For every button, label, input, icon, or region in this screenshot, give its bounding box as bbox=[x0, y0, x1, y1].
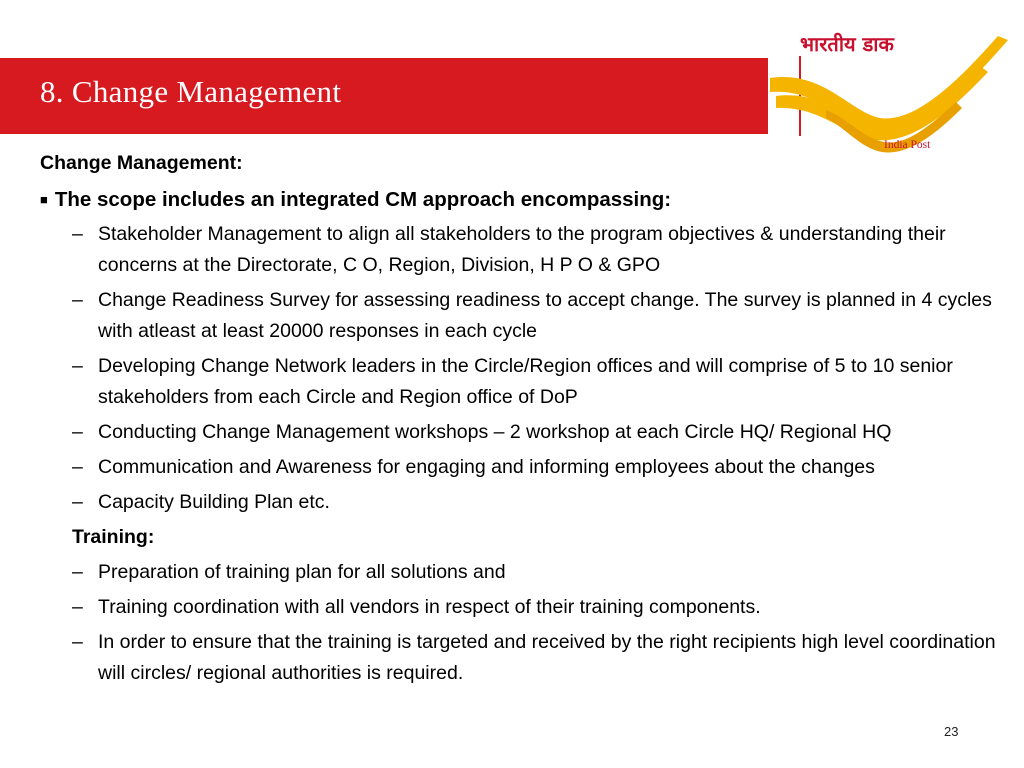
list-item-text: In order to ensure that the training is targeted and received by the right recipients high level coordination will circles/ regional authorities is required. bbox=[98, 631, 996, 684]
scope-bullet bbox=[40, 184, 1015, 215]
dash-bullet-icon: – bbox=[72, 561, 83, 583]
section-heading: Change Management: bbox=[40, 152, 243, 174]
list-item-text: Stakeholder Management to align all stakeholders to the program objectives & understanding their concerns at the Directorate, C O, Region, Division, H P O & GPO bbox=[98, 223, 946, 276]
india-post-logo-icon bbox=[768, 0, 1024, 160]
dash-bullet-icon: – bbox=[72, 223, 83, 245]
training-list bbox=[40, 557, 1015, 689]
scope-bullet-text: The scope includes an integrated CM approach encompassing: bbox=[54, 188, 672, 211]
list-item-text: Training coordination with all vendors in respect of their training components. bbox=[98, 596, 761, 618]
list-item-text: Preparation of training plan for all solutions and bbox=[98, 561, 506, 583]
list-item bbox=[40, 487, 1015, 518]
list-item bbox=[40, 417, 1015, 448]
list-item-text: Communication and Awareness for engaging and informing employees about the changes bbox=[98, 456, 875, 478]
dash-bullet-icon: – bbox=[72, 355, 83, 377]
square-bullet-icon: ■ bbox=[40, 192, 48, 207]
slide-content bbox=[40, 148, 1015, 693]
list-item-text: Capacity Building Plan etc. bbox=[98, 491, 330, 513]
list-item bbox=[40, 452, 1015, 483]
logo-hindi-text: भारतीय डाक bbox=[800, 32, 894, 56]
page-number: 23 bbox=[944, 724, 959, 739]
dash-bullet-icon: – bbox=[72, 596, 83, 618]
slide-title: 8. Change Management bbox=[40, 74, 342, 109]
training-label: Training: bbox=[72, 526, 155, 548]
list-item-text: Change Readiness Survey for assessing readiness to accept change. The survey is planned in 4 cycles with atleast at least 20000 responses in each cycle bbox=[98, 289, 992, 342]
list-item bbox=[40, 351, 1015, 413]
dash-bullet-icon: – bbox=[72, 456, 83, 478]
dash-bullet-icon: – bbox=[72, 421, 83, 443]
dash-bullet-icon: – bbox=[72, 289, 83, 311]
scope-list bbox=[40, 219, 1015, 518]
list-item bbox=[40, 557, 1015, 588]
list-item bbox=[40, 592, 1015, 623]
dash-bullet-icon: – bbox=[72, 491, 83, 513]
list-item-text: Developing Change Network leaders in the Circle/Region offices and will comprise of 5 to 10 senior stakeholders from each Circle and Region office of DoP bbox=[98, 355, 953, 408]
list-item bbox=[40, 627, 1015, 689]
logo-english-text: India Post bbox=[884, 139, 931, 151]
list-item-text: Conducting Change Management workshops – 2 workshop at each Circle HQ/ Regional HQ bbox=[98, 421, 892, 443]
dash-bullet-icon: – bbox=[72, 631, 83, 653]
list-item bbox=[40, 285, 1015, 347]
list-item bbox=[40, 219, 1015, 281]
